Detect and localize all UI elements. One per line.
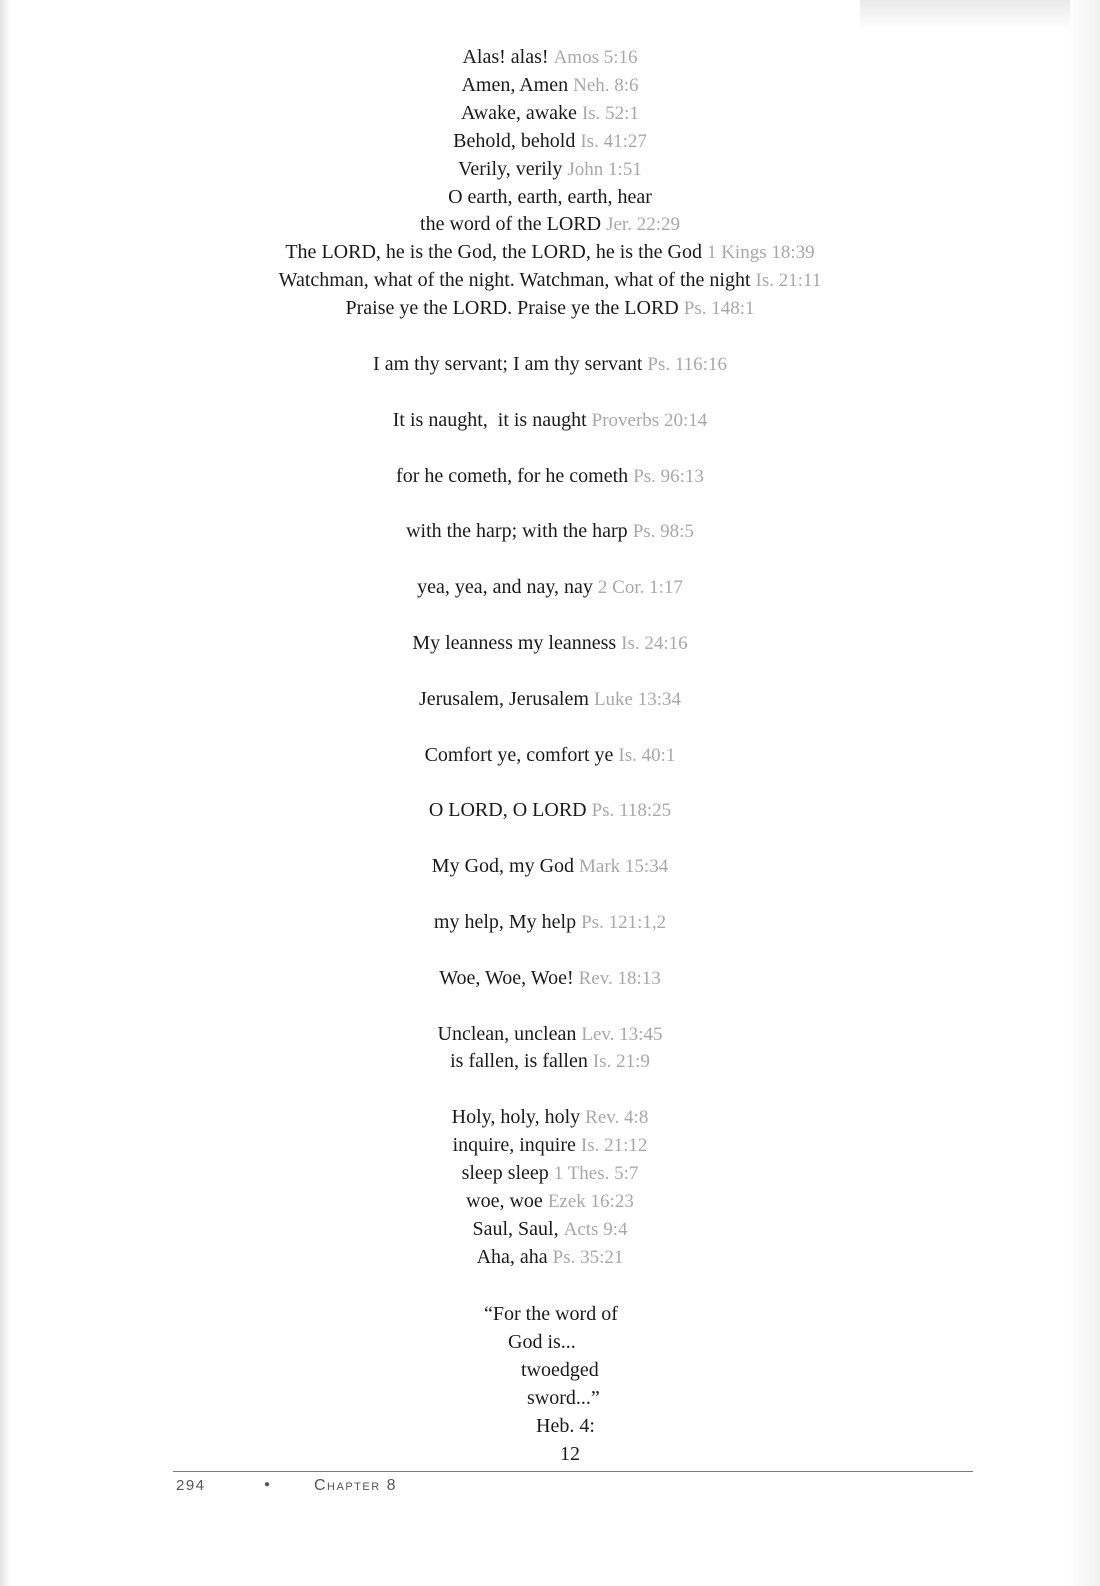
verse-ref: Ezek 16:23 xyxy=(547,1190,634,1212)
verse-ref: Ps. 118:25 xyxy=(591,800,672,822)
verse-line xyxy=(0,211,1100,239)
verse-line xyxy=(0,1244,1100,1272)
hebrews-quote xyxy=(460,1300,700,1468)
verse-line xyxy=(0,1104,1100,1132)
verse-ref: 1 Thes. 5:7 xyxy=(553,1163,639,1185)
verse-line xyxy=(0,1021,1100,1049)
verse-ref: Proverbs 20:14 xyxy=(591,409,708,431)
verse-line xyxy=(0,128,1100,156)
blank-line xyxy=(0,658,1100,686)
verse-text: My God, my God xyxy=(431,855,575,878)
footer-divider xyxy=(173,1471,973,1472)
verse-line xyxy=(0,184,1100,212)
verse-text: inquire, inquire xyxy=(452,1134,576,1157)
verse-ref: 1 Kings 18:39 xyxy=(706,242,815,264)
verse-ref: Mark 15:34 xyxy=(579,856,669,878)
verse-ref: Is. 21:9 xyxy=(592,1051,650,1073)
verse-line xyxy=(0,351,1100,379)
verse-line xyxy=(0,1160,1100,1188)
verse-text: my help, My help xyxy=(433,910,577,933)
blank-line xyxy=(0,714,1100,742)
verse-text: sleep sleep xyxy=(461,1162,549,1185)
verse-line xyxy=(0,630,1100,658)
verse-ref: Is. 52:1 xyxy=(581,102,639,124)
blank-line xyxy=(0,825,1100,853)
verse-line xyxy=(0,295,1100,323)
verse-ref: Ps. 98:5 xyxy=(632,521,694,543)
verse-text: It is naught, it is naught xyxy=(392,408,587,431)
quote-line: “For the word of xyxy=(484,1303,618,1325)
verse-text: Behold, behold xyxy=(453,129,576,152)
verse-ref: Is. 40:1 xyxy=(618,744,676,766)
verse-line xyxy=(0,909,1100,937)
verse-text: My leanness my leanness xyxy=(412,631,617,654)
verse-line xyxy=(0,574,1100,602)
quote-line: 12 xyxy=(560,1443,580,1465)
verse-list xyxy=(0,44,1100,1272)
blank-line xyxy=(0,546,1100,574)
verse-line xyxy=(0,742,1100,770)
verse-line xyxy=(0,686,1100,714)
blank-line xyxy=(0,379,1100,407)
verse-ref: Is. 21:11 xyxy=(755,270,822,292)
verse-ref: Luke 13:34 xyxy=(593,688,682,710)
blank-line xyxy=(0,1076,1100,1104)
verse-text: with the harp; with the harp xyxy=(406,520,628,543)
verse-ref: Neh. 8:6 xyxy=(573,74,639,96)
bullet-icon: ● xyxy=(264,1479,272,1490)
verse-text: for he cometh, for he cometh xyxy=(396,464,629,487)
verse-text: I am thy servant; I am thy servant xyxy=(373,352,643,375)
verse-line xyxy=(0,407,1100,435)
verse-line xyxy=(0,100,1100,128)
verse-text: Alas! alas! xyxy=(462,46,549,68)
verse-line xyxy=(0,1188,1100,1216)
verse-text: is fallen, is fallen xyxy=(450,1050,588,1073)
verse-text: Comfort ye, comfort ye xyxy=(424,743,614,766)
verse-line xyxy=(0,1216,1100,1244)
verse-text: Woe, Woe, Woe! xyxy=(439,966,574,989)
verse-line xyxy=(0,1048,1100,1076)
verse-text: yea, yea, and nay, nay xyxy=(417,576,593,599)
verse-ref: Is. 21:12 xyxy=(580,1135,648,1157)
verse-line xyxy=(0,156,1100,184)
verse-ref: Rev. 18:13 xyxy=(578,967,661,989)
verse-ref: Acts 9:4 xyxy=(563,1218,628,1240)
verse-text: the word of the LORD xyxy=(420,213,602,236)
page-number: 294 xyxy=(176,1477,206,1494)
verse-line xyxy=(0,797,1100,825)
blank-line xyxy=(0,323,1100,351)
verse-ref: Lev. 13:45 xyxy=(581,1023,663,1045)
verse-text: Verily, verily xyxy=(458,157,563,180)
page-corner-shadow xyxy=(860,0,1100,30)
verse-ref: John 1:51 xyxy=(567,158,642,180)
verse-ref: Rev. 4:8 xyxy=(585,1107,649,1129)
verse-text: Awake, awake xyxy=(461,101,577,124)
quote-line: God is... xyxy=(508,1331,576,1353)
verse-line xyxy=(0,463,1100,491)
blank-line xyxy=(0,490,1100,518)
verse-text: O LORD, O LORD xyxy=(428,799,587,822)
verse-line xyxy=(0,267,1100,295)
blank-line xyxy=(0,435,1100,463)
verse-ref: 2 Cor. 1:17 xyxy=(597,577,683,599)
verse-text: Watchman, what of the night. Watchman, what of the night xyxy=(278,269,751,292)
verse-text: Aha, aha xyxy=(476,1245,548,1268)
verse-line xyxy=(0,518,1100,546)
verse-line xyxy=(0,44,1100,72)
verse-line xyxy=(0,965,1100,993)
verse-ref: Ps. 35:21 xyxy=(552,1246,624,1268)
verse-text: Amen, Amen xyxy=(461,73,569,96)
verse-line xyxy=(0,853,1100,881)
blank-line xyxy=(0,993,1100,1021)
verse-line xyxy=(0,239,1100,267)
verse-ref: Jer. 22:29 xyxy=(606,214,680,236)
verse-ref: Ps. 96:13 xyxy=(633,465,704,487)
verse-text: O earth, earth, earth, hear xyxy=(448,185,652,208)
verse-ref: Ps. 121:1,2 xyxy=(581,911,667,933)
quote-line: twoedged xyxy=(521,1359,599,1381)
verse-ref: Is. 41:27 xyxy=(580,130,647,152)
verse-text: Praise ye the LORD. Praise ye the LORD xyxy=(345,297,679,320)
quote-line: sword...” xyxy=(527,1387,600,1409)
verse-text: Saul, Saul, xyxy=(472,1217,559,1240)
verse-ref: Is. 24:16 xyxy=(621,632,688,654)
chapter-label: Chapter 8 xyxy=(314,1477,398,1494)
blank-line xyxy=(0,881,1100,909)
blank-line xyxy=(0,769,1100,797)
blank-line xyxy=(0,937,1100,965)
quote-line: Heb. 4: xyxy=(536,1415,595,1437)
verse-text: Unclean, unclean xyxy=(437,1022,577,1045)
verse-text: woe, woe xyxy=(466,1189,543,1212)
blank-line xyxy=(0,602,1100,630)
verse-line xyxy=(0,1132,1100,1160)
verse-text: Holy, holy, holy xyxy=(451,1106,581,1129)
verse-ref: Amos 5:16 xyxy=(553,47,638,68)
verse-line xyxy=(0,72,1100,100)
verse-text: Jerusalem, Jerusalem xyxy=(418,687,589,710)
verse-text: The LORD, he is the God, the LORD, he is the God xyxy=(285,241,702,264)
verse-ref: Ps. 148:1 xyxy=(683,298,755,320)
verse-ref: Ps. 116:16 xyxy=(647,353,727,375)
